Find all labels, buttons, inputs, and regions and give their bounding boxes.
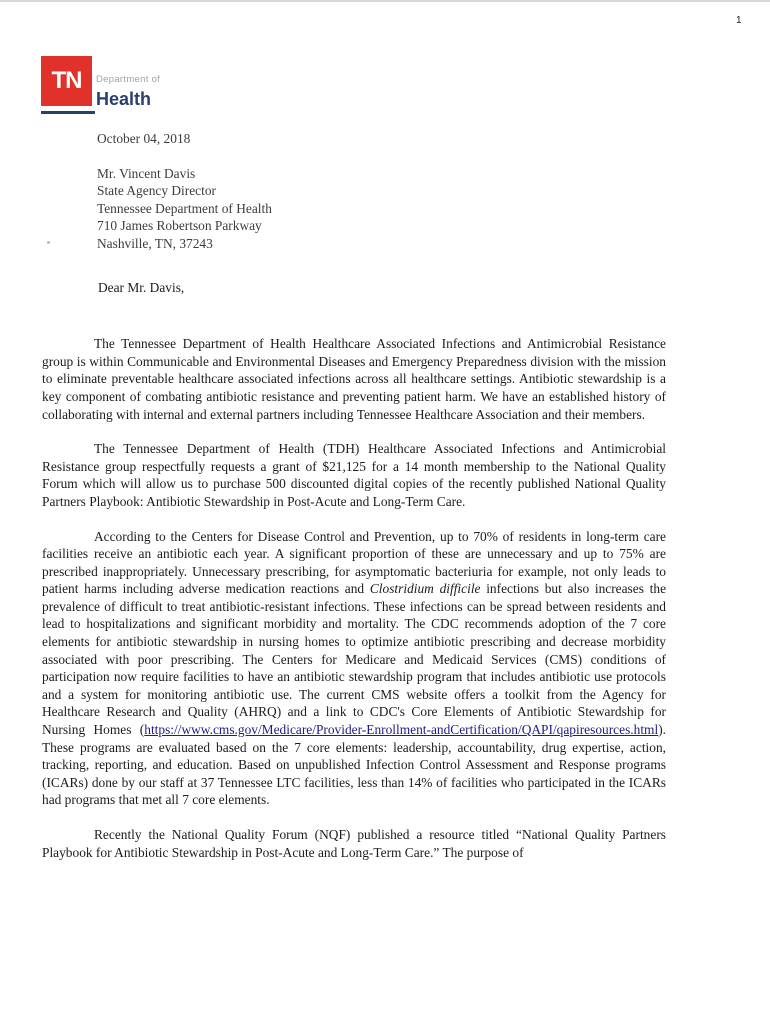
scan-edge — [0, 0, 770, 2]
logo-mark: TN — [41, 56, 92, 106]
logo-department: Department of — [96, 74, 161, 85]
letter-body — [42, 130, 666, 861]
paragraph-4: Recently the National Quality Forum (NQF) published a resource titled “National Quality Partners Playbook for Antibiotic Stewardship in Post-Acute and Long-Term Care.” The purpose of — [42, 827, 666, 860]
logo-health: Health — [96, 89, 152, 109]
organism-name: Clostridium difficile — [369, 581, 481, 597]
paragraph-1: The Tennessee Department of Health Healthcare Associated Infections and Antimicrobial Resistance group is within Communicable and Environmental Diseases and Emergency Preparedness division with the mission to eliminate preventable healthcare associated infections across all healthcare settings. Antibiotic stewardship is a key component of combating antibiotic resistance and preventing patient harm. We have an established history of collaborating with internal and external partners including Tennessee Healthcare Association and their members. — [42, 336, 666, 422]
paragraph-3-part-a: According to the Centers for Disease Control and Prevention, up to 70% of residents in long-term care facilities receive an antibiotic each year. A significant proportion of these are unnecessary and up to 75% are prescribed inappropriately. Unnecessary prescribing, for asymptomatic bacteriuria for example, not only leads to patient harms including adverse medication reactions and — [42, 528, 666, 597]
paragraph-3-part-b: infections but also increases the prevalence of difficult to treat antibiotic-resistant infections. These infections can be spread between residents and lead to hospitalizations and significant morbidity and mortality. The CDC recommends adoption of the 7 core elements for antibiotic stewardship in nursing homes to optimize antibiotic prescribing and decrease morbidity associated with poor prescribing. The Centers for Medicare and Medicaid Services (CMS) conditions of participation now require facilities to have an antibiotic stewardship program that includes antibiotic use protocols and a system for monitoring antibiotic use. The current CMS website offers a toolkit from the Agency for Healthcare Research and Quality (AHRQ) and a link to CDC's Core Elements of Antibiotic Stewardship for Nursing Homes ( — [42, 581, 667, 738]
recipient-title: State Agency Director — [97, 183, 216, 199]
recipient-city: Nashville, TN, 37243 — [97, 235, 213, 251]
cms-resources-link[interactable]: https://www.cms.gov/Medicare/Provider-Enrollment-andCertification/QAPI/qapiresources.html — [144, 722, 659, 738]
paragraph-3 — [42, 528, 666, 810]
tdh-logo — [41, 56, 181, 116]
recipient-address — [97, 165, 666, 253]
letter-date: October 04, 2018 — [97, 131, 191, 146]
salutation: Dear Mr. Davis, — [98, 279, 185, 295]
paragraph-2: The Tennessee Department of Health (TDH) Healthcare Associated Infections and Antimicrobial Resistance group respectfully requests a grant of $21,125 for a 14 month membership to the National Quality Forum which will allow us to purchase 500 discounted digital copies of the recently published National Quality Partners Playbook: Antibiotic Stewardship in Post-Acute and Long-Term Care. — [42, 441, 666, 509]
recipient-name: Mr. Vincent Davis — [97, 165, 196, 181]
logo-underline — [41, 111, 95, 114]
page-number: 1 — [736, 15, 742, 26]
recipient-organization: Tennessee Department of Health — [97, 200, 272, 216]
paragraph-3-part-c: ). These programs are evaluated based on the 7 core elements: leadership, accountability, drug expertise, action, tracking, reporting, and education. Based on unpublished Infection Control Assessment and Response programs (ICARs) done by our staff at 37 Tennessee LTC facilities, less than 14% of facilities who participated in the ICARs had programs that met all 7 core elements. — [42, 722, 666, 808]
recipient-street: 710 James Robertson Parkway — [97, 218, 262, 234]
